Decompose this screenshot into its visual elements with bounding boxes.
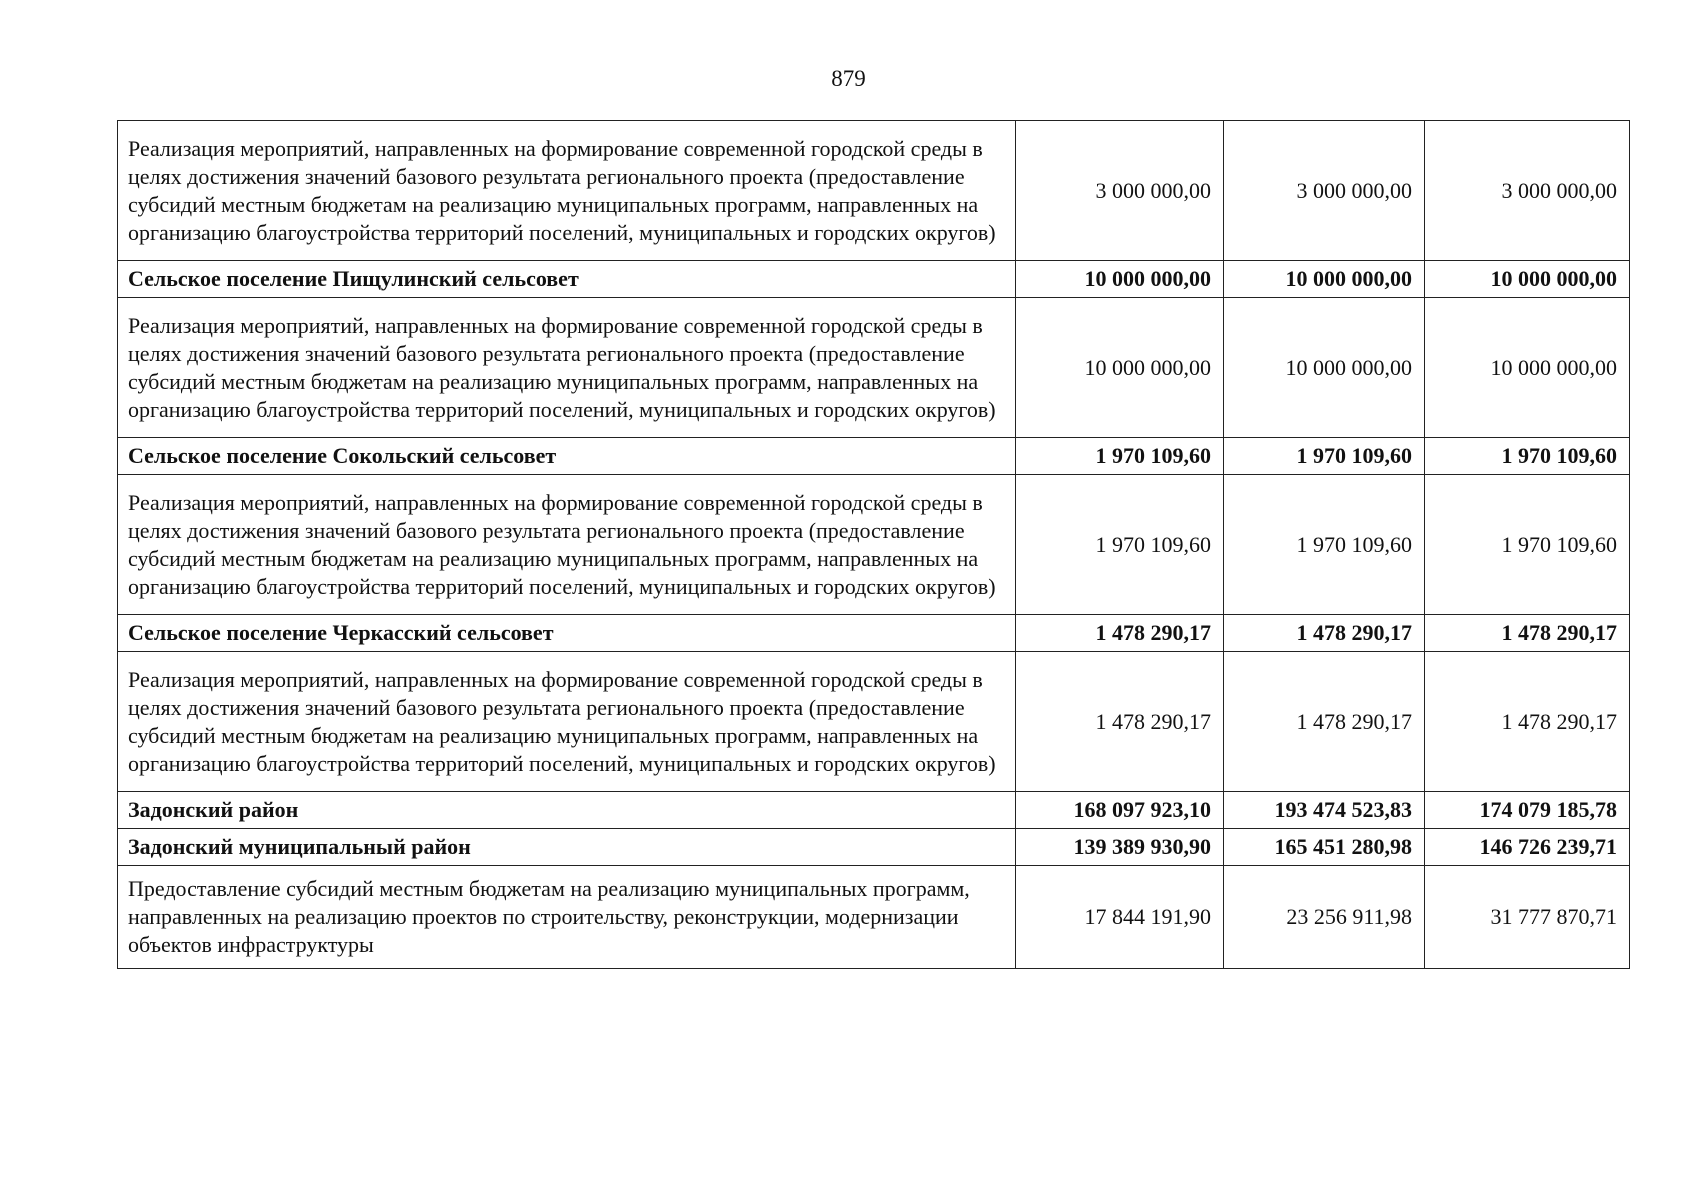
value-year-1: 1 478 290,17 xyxy=(1016,652,1224,792)
value-year-2: 3 000 000,00 xyxy=(1224,121,1425,261)
value-year-2: 1 478 290,17 xyxy=(1224,615,1425,652)
table-row-heading xyxy=(118,829,1630,866)
row-description: Сельское поселение Сокольский сельсовет xyxy=(118,438,1016,475)
row-description: Реализация мероприятий, направленных на формирование современной городской среды в целях достижения значений базового результата регионального проекта (предоставление субсидий местным бюджетам на реализацию муниципальных программ, направленных на организацию благоустройства территорий поселений, муниципальных и городских округов) xyxy=(118,298,1016,438)
value-year-3: 10 000 000,00 xyxy=(1425,298,1630,438)
row-description: Сельское поселение Пищулинский сельсовет xyxy=(118,261,1016,298)
table-row-heading xyxy=(118,792,1630,829)
value-year-2: 165 451 280,98 xyxy=(1224,829,1425,866)
row-description: Реализация мероприятий, направленных на формирование современной городской среды в целях достижения значений базового результата регионального проекта (предоставление субсидий местным бюджетам на реализацию муниципальных программ, направленных на организацию благоустройства территорий поселений, муниципальных и городских округов) xyxy=(118,475,1016,615)
value-year-1: 168 097 923,10 xyxy=(1016,792,1224,829)
value-year-3: 1 478 290,17 xyxy=(1425,615,1630,652)
value-year-1: 3 000 000,00 xyxy=(1016,121,1224,261)
value-year-3: 1 478 290,17 xyxy=(1425,652,1630,792)
row-description: Реализация мероприятий, направленных на формирование современной городской среды в целях достижения значений базового результата регионального проекта (предоставление субсидий местным бюджетам на реализацию муниципальных программ, направленных на организацию благоустройства территорий поселений, муниципальных и городских округов) xyxy=(118,121,1016,261)
value-year-3: 10 000 000,00 xyxy=(1425,261,1630,298)
value-year-3: 31 777 870,71 xyxy=(1425,866,1630,969)
value-year-2: 193 474 523,83 xyxy=(1224,792,1425,829)
value-year-3: 146 726 239,71 xyxy=(1425,829,1630,866)
table-row-heading xyxy=(118,261,1630,298)
value-year-1: 17 844 191,90 xyxy=(1016,866,1224,969)
value-year-2: 1 970 109,60 xyxy=(1224,438,1425,475)
row-description: Предоставление субсидий местным бюджетам на реализацию муниципальных программ, направленных на реализацию проектов по строительству, реконструкции, модернизации объектов инфраструктуры xyxy=(118,866,1016,969)
row-description: Сельское поселение Черкасский сельсовет xyxy=(118,615,1016,652)
value-year-1: 139 389 930,90 xyxy=(1016,829,1224,866)
row-description: Реализация мероприятий, направленных на формирование современной городской среды в целях достижения значений базового результата регионального проекта (предоставление субсидий местным бюджетам на реализацию муниципальных программ, направленных на организацию благоустройства территорий поселений, муниципальных и городских округов) xyxy=(118,652,1016,792)
table-row xyxy=(118,652,1630,792)
value-year-2: 1 970 109,60 xyxy=(1224,475,1425,615)
value-year-1: 1 970 109,60 xyxy=(1016,475,1224,615)
value-year-2: 1 478 290,17 xyxy=(1224,652,1425,792)
table-row xyxy=(118,298,1630,438)
table-row xyxy=(118,121,1630,261)
table-row-heading xyxy=(118,615,1630,652)
value-year-1: 10 000 000,00 xyxy=(1016,298,1224,438)
value-year-3: 1 970 109,60 xyxy=(1425,438,1630,475)
value-year-3: 1 970 109,60 xyxy=(1425,475,1630,615)
value-year-3: 3 000 000,00 xyxy=(1425,121,1630,261)
value-year-1: 10 000 000,00 xyxy=(1016,261,1224,298)
value-year-2: 10 000 000,00 xyxy=(1224,298,1425,438)
budget-table xyxy=(117,120,1630,969)
value-year-1: 1 970 109,60 xyxy=(1016,438,1224,475)
value-year-2: 23 256 911,98 xyxy=(1224,866,1425,969)
value-year-2: 10 000 000,00 xyxy=(1224,261,1425,298)
value-year-1: 1 478 290,17 xyxy=(1016,615,1224,652)
row-description: Задонский муниципальный район xyxy=(118,829,1016,866)
table-row xyxy=(118,866,1630,969)
value-year-3: 174 079 185,78 xyxy=(1425,792,1630,829)
row-description: Задонский район xyxy=(118,792,1016,829)
page-number: 879 xyxy=(831,66,866,91)
table-row xyxy=(118,475,1630,615)
table-row-heading xyxy=(118,438,1630,475)
